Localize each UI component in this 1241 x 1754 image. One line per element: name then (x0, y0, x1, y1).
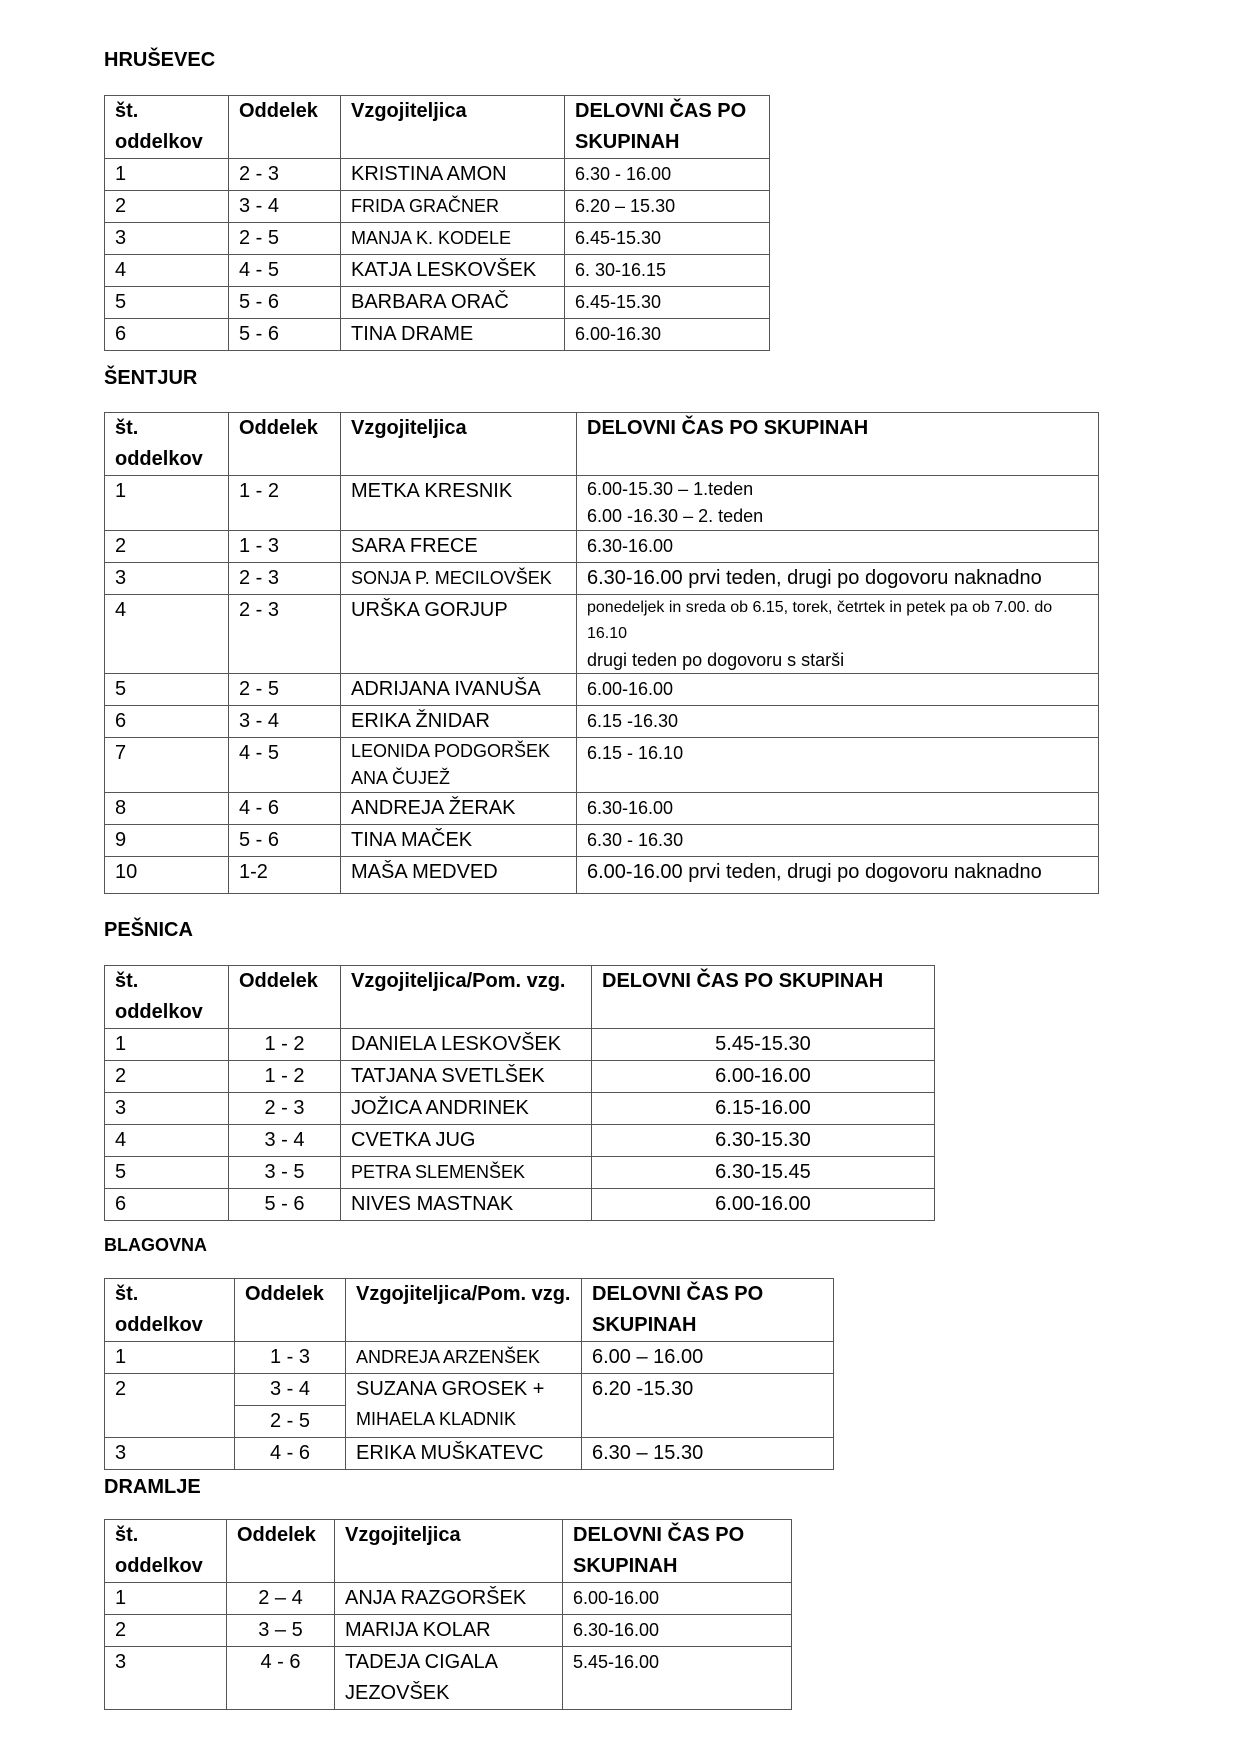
cell-teacher: BARBARA ORAČ (341, 287, 565, 319)
table-row (105, 793, 1099, 825)
cell-num: 1 (105, 1342, 235, 1374)
table-row (105, 857, 1099, 894)
section-title-blagovna: BLAGOVNA (104, 1235, 207, 1255)
cell-teacher: ANDREJA ARZENŠEK (346, 1342, 582, 1374)
section-title-pesnica: PEŠNICA (104, 919, 193, 941)
cell-group: 2 - 3 (229, 159, 341, 191)
cell-hours-note: drugi teden po dogovoru s starši (587, 650, 845, 670)
table-sentjur (104, 412, 1099, 894)
cell-hours: 6. 30-16.15 (565, 255, 770, 287)
cell-group: 5 - 6 (229, 825, 341, 857)
cell-teacher: KATJA LESKOVŠEK (341, 255, 565, 287)
cell-num: 10 (105, 857, 229, 894)
cell-hours: 6.30 - 16.30 (577, 825, 1099, 857)
table-row (105, 825, 1099, 857)
table-row (105, 1189, 935, 1221)
cell-teacher: DANIELA LESKOVŠEK (341, 1029, 592, 1061)
cell-num: 3 (105, 223, 229, 255)
cell-num: 6 (105, 319, 229, 351)
cell-hours: 6.00-16.00 prvi teden, drugi po dogovoru naknadno (577, 857, 1099, 894)
header-hours: DELOVNI ČAS PO SKUPINAH (582, 1279, 834, 1342)
cell-group: 4 - 5 (229, 738, 341, 793)
cell-teacher: NIVES MASTNAK (341, 1189, 592, 1221)
table-row (105, 738, 1099, 793)
cell-teacher: ANDREJA ŽERAK (341, 793, 577, 825)
cell-teacher: MARIJA KOLAR (335, 1615, 563, 1647)
cell-hours: 6.20 -15.30 (582, 1374, 834, 1438)
cell-num: 4 (105, 1125, 229, 1157)
cell-hours: 5.45-15.30 (592, 1029, 935, 1061)
cell-hours: 6.00-16.00 (577, 674, 1099, 706)
cell-group: 3 - 4 (229, 191, 341, 223)
table-row (105, 319, 770, 351)
cell-group: 3 - 4 (229, 706, 341, 738)
header-hours: DELOVNI ČAS PO SKUPINAH (592, 966, 935, 1029)
header-teacher: Vzgojiteljica/Pom. vzg. (341, 966, 592, 1029)
header-hours: DELOVNI ČAS PO SKUPINAH (565, 96, 770, 159)
table-hrusevec (104, 95, 770, 351)
cell-group: 2 - 5 (229, 223, 341, 255)
table-header-row (105, 1279, 834, 1342)
cell-num: 4 (105, 595, 229, 674)
cell-hours: 6.20 – 15.30 (565, 191, 770, 223)
cell-hours: 6.15 - 16.10 (577, 738, 1099, 793)
cell-teacher: MAŠA MEDVED (341, 857, 577, 894)
cell-group: 2 - 3 (229, 563, 341, 595)
cell-hours: 6.00-16.00 (592, 1189, 935, 1221)
cell-num: 3 (105, 1093, 229, 1125)
table-row (105, 1061, 935, 1093)
cell-teacher: METKA KRESNIK (341, 476, 577, 531)
table-row (105, 531, 1099, 563)
cell-hours: 6.30 – 15.30 (582, 1438, 834, 1470)
cell-hours-note: ponedeljek in sreda ob 6.15, torek, četrtek in petek pa ob 7.00. do 16.10 (587, 599, 1053, 642)
cell-num: 9 (105, 825, 229, 857)
table-row (105, 1029, 935, 1061)
cell-group: 1 - 2 (229, 476, 341, 531)
cell-hours: 6.00 – 16.00 (582, 1342, 834, 1374)
cell-teacher: ANJA RAZGORŠEK (335, 1583, 563, 1615)
cell-teacher: URŠKA GORJUP (341, 595, 577, 674)
cell-group: 2 - 3 (229, 595, 341, 674)
cell-group: 2 - 5 (235, 1406, 346, 1438)
table-header-row (105, 1520, 792, 1583)
section-title-hrusevec: HRUŠEVEC (104, 49, 216, 71)
table-row (105, 223, 770, 255)
cell-hours: 6.30-16.00 (577, 531, 1099, 563)
table-row (105, 159, 770, 191)
header-num: št. oddelkov (105, 96, 229, 159)
cell-group: 5 - 6 (229, 319, 341, 351)
header-hours: DELOVNI ČAS PO SKUPINAH (563, 1520, 792, 1583)
cell-teacher: TATJANA SVETLŠEK (341, 1061, 592, 1093)
cell-teacher: FRIDA GRAČNER (341, 191, 565, 223)
header-group: Oddelek (227, 1520, 335, 1583)
cell-num: 5 (105, 1157, 229, 1189)
header-group: Oddelek (229, 96, 341, 159)
cell-num: 2 (105, 1061, 229, 1093)
header-num: št. oddelkov (105, 1279, 235, 1342)
cell-teacher: ADRIJANA IVANUŠA (341, 674, 577, 706)
cell-hours: 6.30 - 16.00 (565, 159, 770, 191)
cell-group: 5 - 6 (229, 287, 341, 319)
cell-group: 3 - 5 (229, 1157, 341, 1189)
cell-hours: 6.30-15.45 (592, 1157, 935, 1189)
cell-hours: 6.00-16.30 (565, 319, 770, 351)
cell-num: 3 (105, 563, 229, 595)
table-header-row (105, 96, 770, 159)
table-row (105, 191, 770, 223)
table-row (105, 476, 1099, 531)
cell-num: 3 (105, 1647, 227, 1710)
table-row (105, 1093, 935, 1125)
header-teacher: Vzgojiteljica/Pom. vzg. (346, 1279, 582, 1342)
table-blagovna (104, 1278, 834, 1470)
cell-group: 1 - 3 (235, 1342, 346, 1374)
header-num: št. oddelkov (105, 413, 229, 476)
cell-group: 1-2 (229, 857, 341, 894)
cell-hours: 5.45-16.00 (563, 1647, 792, 1710)
cell-num: 1 (105, 159, 229, 191)
table-row (105, 1615, 792, 1647)
cell-teacher: ERIKA ŽNIDAR (341, 706, 577, 738)
table-row (105, 674, 1099, 706)
table-row (105, 706, 1099, 738)
header-group: Oddelek (229, 966, 341, 1029)
cell-num: 6 (105, 706, 229, 738)
table-row (105, 1647, 792, 1710)
header-teacher: Vzgojiteljica (335, 1520, 563, 1583)
cell-group: 2 – 4 (227, 1583, 335, 1615)
table-pesnica (104, 965, 935, 1221)
cell-num: 2 (105, 1374, 235, 1438)
cell-hours: 6.30-16.00 prvi teden, drugi po dogovoru naknadno (577, 563, 1099, 595)
cell-group: 2 - 5 (229, 674, 341, 706)
cell-hours: 6.45-15.30 (565, 223, 770, 255)
header-teacher: Vzgojiteljica (341, 413, 577, 476)
cell-group: 1 - 3 (229, 531, 341, 563)
cell-group: 1 - 2 (229, 1061, 341, 1093)
section-title-dramlje: DRAMLJE (104, 1476, 201, 1498)
table-row (105, 1342, 834, 1374)
cell-hours: 6.30-16.00 (563, 1615, 792, 1647)
cell-num: 8 (105, 793, 229, 825)
cell-group: 3 - 4 (229, 1125, 341, 1157)
cell-teacher: CVETKA JUG (341, 1125, 592, 1157)
cell-teacher: SARA FRECE (341, 531, 577, 563)
cell-group: 5 - 6 (229, 1189, 341, 1221)
table-header-row (105, 413, 1099, 476)
cell-hours: 6.00-15.30 – 1.teden 6.00 -16.30 – 2. teden (577, 476, 1099, 531)
cell-num: 6 (105, 1189, 229, 1221)
cell-num: 7 (105, 738, 229, 793)
cell-hours: 6.15 -16.30 (577, 706, 1099, 738)
cell-teacher: MIHAELA KLADNIK (356, 1409, 517, 1429)
table-row (105, 1157, 935, 1189)
cell-group: 4 - 6 (227, 1647, 335, 1710)
cell-num: 3 (105, 1438, 235, 1470)
header-hours: DELOVNI ČAS PO SKUPINAH (577, 413, 1099, 476)
cell-num: 1 (105, 1029, 229, 1061)
cell-num: 4 (105, 255, 229, 287)
table-row (105, 1125, 935, 1157)
cell-num: 1 (105, 1583, 227, 1615)
header-num: št. oddelkov (105, 1520, 227, 1583)
cell-hours: 6.00-16.00 (592, 1061, 935, 1093)
cell-teacher: JOŽICA ANDRINEK (341, 1093, 592, 1125)
header-num: št. oddelkov (105, 966, 229, 1029)
cell-teacher: PETRA SLEMENŠEK (341, 1157, 592, 1189)
cell-hours: 6.30-15.30 (592, 1125, 935, 1157)
header-group: Oddelek (235, 1279, 346, 1342)
cell-teacher: ERIKA MUŠKATEVC (346, 1438, 582, 1470)
cell-group: 4 - 5 (229, 255, 341, 287)
cell-group: 4 - 6 (235, 1438, 346, 1470)
cell-group: 3 – 5 (227, 1615, 335, 1647)
section-title-sentjur: ŠENTJUR (104, 367, 198, 389)
table-row (105, 255, 770, 287)
cell-num: 1 (105, 476, 229, 531)
table-row (105, 1374, 834, 1406)
cell-hours: 6.00-16.00 (563, 1583, 792, 1615)
table-row (105, 1583, 792, 1615)
header-group: Oddelek (229, 413, 341, 476)
table-row (105, 287, 770, 319)
cell-group: 2 - 3 (229, 1093, 341, 1125)
cell-hours: 6.45-15.30 (565, 287, 770, 319)
cell-teacher: SUZANA GROSEK + (356, 1378, 545, 1400)
table-row (105, 1438, 834, 1470)
table-header-row (105, 966, 935, 1029)
cell-hours: 6.15-16.00 (592, 1093, 935, 1125)
cell-group: 1 - 2 (229, 1029, 341, 1061)
cell-num: 5 (105, 287, 229, 319)
table-dramlje (104, 1519, 792, 1710)
cell-teacher: MANJA K. KODELE (341, 223, 565, 255)
cell-teacher: TADEJA CIGALA JEZOVŠEK (335, 1647, 563, 1710)
table-row (105, 595, 1099, 674)
cell-teacher: TINA MAČEK (341, 825, 577, 857)
cell-group: 4 - 6 (229, 793, 341, 825)
cell-hours: 6.30-16.00 (577, 793, 1099, 825)
cell-num: 2 (105, 531, 229, 563)
cell-group: 3 - 4 (235, 1374, 346, 1406)
cell-num: 2 (105, 191, 229, 223)
table-row (105, 563, 1099, 595)
cell-teacher: LEONIDA PODGORŠEK ANA ČUJEŽ (341, 738, 577, 793)
cell-num: 2 (105, 1615, 227, 1647)
header-teacher: Vzgojiteljica (341, 96, 565, 159)
cell-num: 5 (105, 674, 229, 706)
cell-teacher: TINA DRAME (341, 319, 565, 351)
cell-teacher: KRISTINA AMON (341, 159, 565, 191)
cell-teacher: SONJA P. MECILOVŠEK (341, 563, 577, 595)
